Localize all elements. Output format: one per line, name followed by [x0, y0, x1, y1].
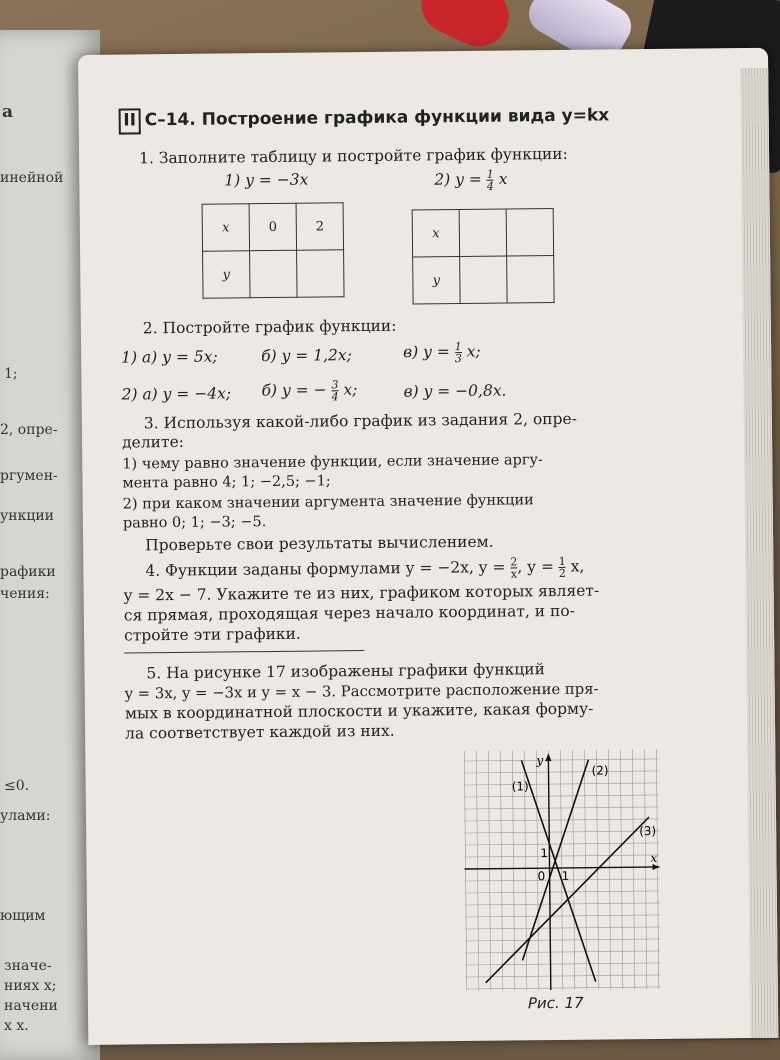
left-text: улами: [0, 808, 51, 824]
left-text: ≤0. [4, 778, 30, 794]
table-header-y: y [203, 251, 250, 298]
table-cell [250, 250, 297, 297]
task3-line: 3. Используя какой-либо график из задания 2, опре- [143, 409, 577, 433]
left-text: а [2, 102, 14, 122]
fraction: $\frac{1}{4}$ [486, 167, 494, 193]
fraction: $\frac{1}{3}$ [454, 339, 462, 366]
task3-line: мента равно 4; 1; −2,5; −1; [122, 473, 331, 492]
grid-line [656, 749, 659, 989]
grid-line [500, 751, 503, 991]
y-one-label: 1 [540, 846, 549, 861]
left-text: инейной [0, 170, 64, 186]
left-text: чения: [0, 586, 50, 602]
grid-line [620, 749, 623, 989]
task3-line: Проверьте свои результаты вычислением. [145, 532, 494, 555]
grid-line [464, 855, 659, 857]
grid-line [465, 939, 660, 941]
task3-line: равно 0; 1; −3; −5. [122, 514, 267, 532]
fraction: $\frac{3}{4}$ [331, 378, 339, 404]
figure-17-graph [463, 749, 666, 991]
x-one-label: 1 [561, 868, 570, 883]
table-cell [297, 250, 344, 297]
left-text: ункции [0, 508, 54, 524]
left-text: начени [4, 998, 58, 1014]
book-page [78, 48, 778, 1045]
task2-text: 2. Постройте график функции: [142, 316, 397, 338]
section-header [119, 103, 610, 134]
grid-line [464, 783, 659, 785]
grid-line [464, 771, 659, 773]
grid-line [466, 987, 661, 989]
task5-line: мых в координатной плоскости и укажите, какая форму- [124, 699, 594, 723]
task4-line: стройте эти графики. [123, 624, 301, 645]
task2-1b: б) y = 1,2x; [261, 346, 352, 366]
grid-line [464, 819, 659, 821]
task4-line: y = 2x − 7. Укажите те из них, графиком которых являет- [123, 581, 600, 605]
left-text: значе- [4, 958, 52, 974]
task4-line: 4. Функции заданы формулами y = −2x, y = $\frac{2}{x}$ , y = $\frac{1}{2}$ x, [145, 554, 585, 581]
table-cell: 0 [249, 203, 296, 250]
task3-line: 2) при каком значении аргумента значение функции [122, 492, 534, 513]
table-cell [506, 209, 553, 256]
table-cell [460, 256, 507, 303]
grid-line [488, 751, 491, 991]
task3-line: 1) чему равно значение функции, если значение аргу- [122, 452, 543, 473]
left-text: ющим [0, 908, 46, 924]
grid-line [466, 975, 661, 977]
left-text: ргумен- [0, 468, 58, 484]
grid-line [465, 915, 660, 917]
task5-line: 5. На рисунке 17 изображены графики функций [146, 660, 546, 683]
grid-line [464, 807, 659, 809]
grid-line [644, 749, 647, 989]
section-badge: II [119, 108, 141, 134]
task2-2c: в) y = −0,8x. [403, 381, 507, 401]
y-axis [548, 755, 550, 990]
grid-line [476, 751, 479, 991]
y-arrow-icon [545, 753, 551, 761]
divider [124, 650, 364, 654]
label-2: (2) [591, 763, 609, 778]
x-label: x [650, 850, 658, 866]
grid-line [608, 749, 611, 989]
table-cell [507, 256, 554, 303]
task2-2a: 2) а) y = −4x; [121, 384, 232, 404]
fraction: $\frac{1}{2}$ [558, 554, 566, 580]
grid-line [464, 831, 659, 833]
left-text: ниях x; [4, 978, 57, 994]
left-text: 2, опре- [0, 422, 58, 438]
line-3 [484, 817, 651, 983]
task2-1a: 1) а) y = 5x; [121, 347, 218, 367]
label-1: (1) [511, 779, 529, 794]
task2-2b: б) y = − $\frac{3}{4}$ x; [261, 378, 358, 404]
table-header-y: y [413, 257, 460, 304]
left-text: рафики [0, 564, 56, 580]
section-title: С–14. Построение графика функции вида y=kx [144, 105, 610, 131]
task5-line: ла соответствует каждой из них. [125, 721, 395, 743]
grid-line [463, 759, 658, 761]
task5-line: y = 3x, y = −3x и y = x − 3. Рассмотрите расположение пря- [124, 680, 599, 703]
table-header-x: x [202, 204, 249, 251]
fraction: $\frac{2}{x}$ [510, 555, 518, 581]
grid-line [465, 927, 660, 929]
grid-line [465, 951, 660, 953]
left-text: 1; [4, 366, 18, 382]
table-cell: 2 [296, 203, 343, 250]
figure-caption: Рис. 17 [527, 993, 584, 1013]
grid-line [572, 750, 575, 990]
task1-function-1: 1) y = −3x [224, 170, 309, 190]
grid-line [464, 751, 467, 991]
table-1 [202, 202, 345, 298]
task2-1c: в) y = $\frac{1}{3}$ x; [403, 339, 481, 366]
task1-function-2: 2) y = $\frac{1}{4}$ x [434, 167, 508, 193]
origin-label: 0 [537, 869, 546, 884]
grid-line [465, 891, 660, 893]
grid-line [464, 795, 659, 797]
table-header-x: x [412, 210, 459, 257]
task4-line: ся прямая, проходящая через начало координат, и по- [123, 601, 576, 625]
grid-line [632, 749, 635, 989]
grid-line [466, 963, 661, 965]
table-2 [412, 208, 555, 304]
task3-line: делите: [121, 432, 185, 452]
y-label: y [536, 753, 544, 768]
left-text: х x. [4, 1018, 29, 1034]
label-3: (3) [639, 823, 657, 839]
task1-text: 1. Заполните таблицу и постройте график функции: [138, 144, 568, 168]
table-cell [459, 209, 506, 256]
